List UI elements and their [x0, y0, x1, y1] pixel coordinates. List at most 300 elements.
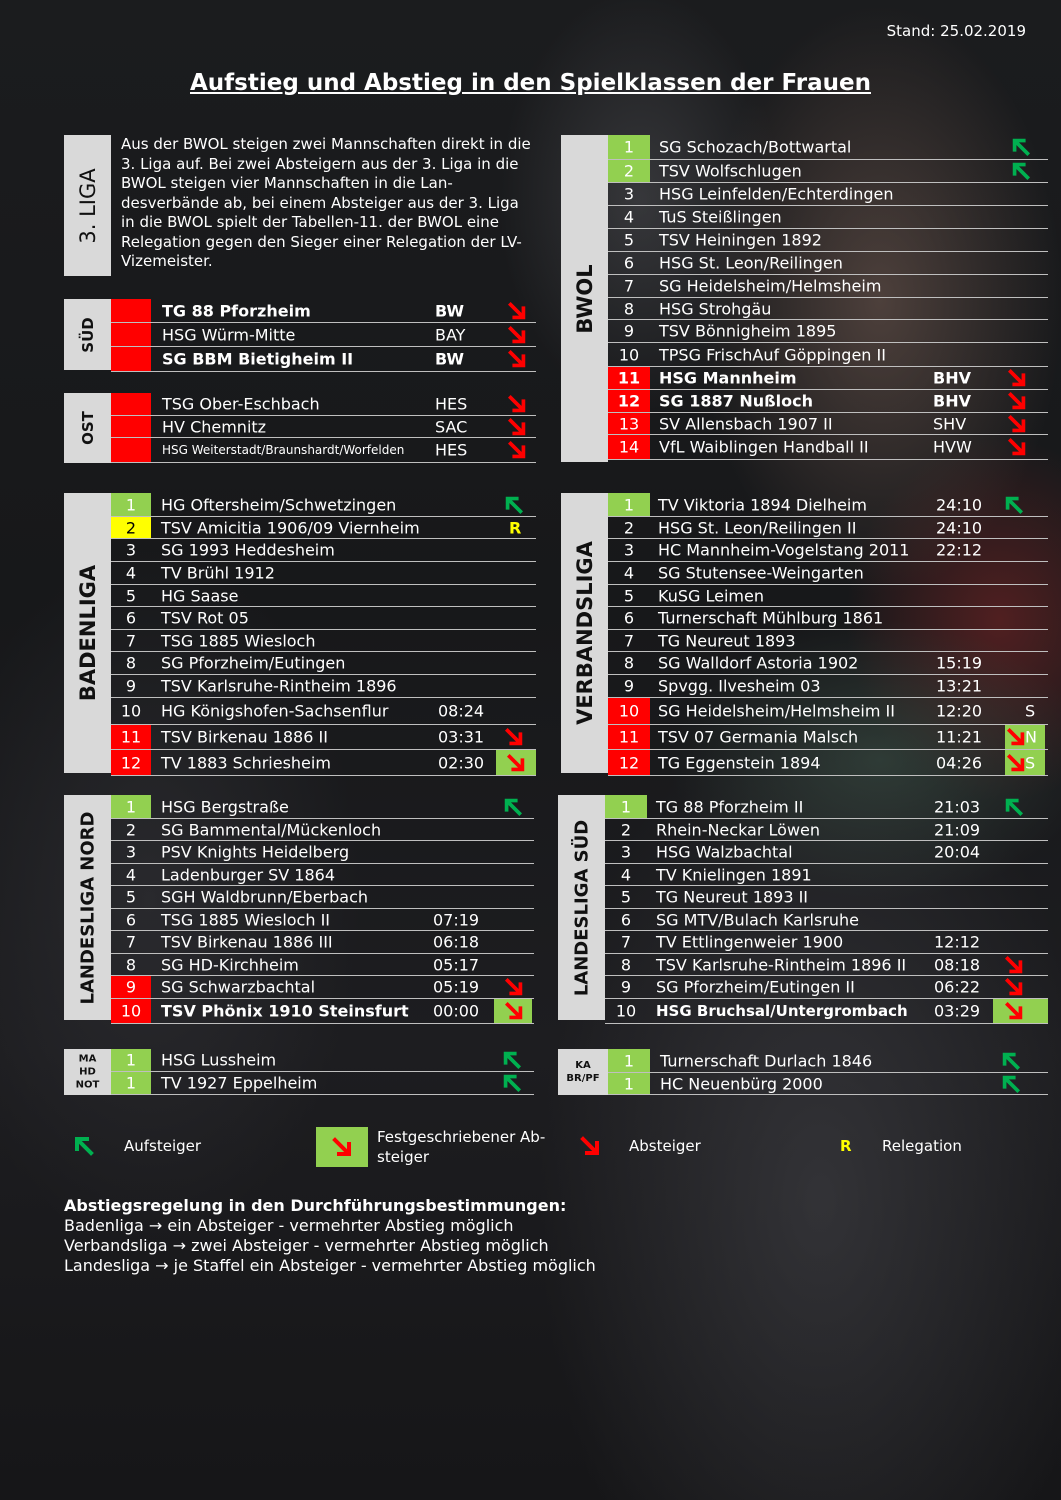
team-name: SG Stutensee-Weingarten: [658, 563, 864, 583]
score: 15:19: [936, 653, 983, 673]
ll-nord-label: [64, 795, 111, 1020]
kreis-nord-label-line: MA: [78, 1053, 97, 1065]
rank: 1: [125, 797, 137, 816]
team-name: SG 1993 Heddesheim: [161, 540, 335, 560]
rank-cell: [111, 323, 151, 346]
arrow-up-icon: [1003, 796, 1025, 818]
table-row: [608, 630, 1048, 652]
kreis-sued-table: [608, 1049, 1048, 1095]
bwol-table: [608, 135, 1048, 460]
kreis-nord-label: [64, 1049, 111, 1095]
team-name: Turnerschaft Durlach 1846: [660, 1051, 873, 1070]
rank: 7: [125, 932, 137, 952]
rank: 9: [620, 977, 632, 997]
rank: 1: [125, 495, 137, 514]
kreis-sued-label-line: BR/PF: [566, 1073, 600, 1084]
rank: 3: [623, 184, 635, 204]
badenliga-table: [111, 493, 536, 776]
table-row: [605, 976, 1048, 999]
rules-heading: Abstiegsregelung in den Durchführungsbestimmungen:: [64, 1196, 567, 1215]
team-name: TV Knielingen 1891: [656, 865, 812, 884]
bwol-label-text: BWOL: [572, 263, 597, 334]
arrow-down-icon: [1006, 436, 1028, 458]
table-row: [111, 539, 536, 562]
team-name: SG MTV/Bulach Karlsruhe: [656, 910, 860, 929]
arrow-down-icon: [503, 1000, 525, 1022]
rank: 10: [120, 1001, 142, 1021]
team-name: HG Oftersheim/Schwetzingen: [161, 495, 397, 514]
team-name: SG Schozach/Bottwartal: [659, 137, 852, 157]
rank: 7: [623, 276, 635, 296]
score: 11:21: [936, 727, 983, 747]
arrow-down-icon: [506, 393, 528, 415]
team-name: TSV Birkenau 1886 II: [161, 727, 328, 747]
table-row: [111, 562, 536, 585]
team-name: SG Heidelsheim/Helmsheim: [659, 276, 882, 296]
table-row: [605, 954, 1048, 976]
team-name: TG Neureut 1893: [658, 631, 796, 650]
rules-line: Badenliga → ein Absteiger - vermehrter Abstieg möglich: [64, 1216, 514, 1235]
table-row: [608, 252, 1048, 275]
rank: 6: [620, 910, 632, 929]
rank: 2: [620, 820, 632, 839]
rank-cell: [111, 416, 151, 437]
rank: 2: [125, 820, 137, 839]
team-name: HC Mannheim-Vogelstang 2011: [658, 540, 910, 560]
team-name: TSV Rot 05: [161, 608, 249, 628]
rank: 1: [620, 797, 632, 816]
arrow-down-icon: [503, 726, 525, 748]
rules: [64, 1196, 596, 1276]
rank: 9: [125, 977, 137, 997]
region: BHV: [933, 368, 971, 388]
team-name: TSG 1885 Wiesloch: [161, 631, 316, 650]
team-name: SG Schwarzbachtal: [161, 977, 316, 997]
arrow-down-icon: [506, 348, 528, 370]
rank: 9: [125, 676, 137, 696]
legend-up-icon: [72, 1134, 96, 1158]
table-row: [111, 954, 534, 976]
arrow-down-icon: [506, 300, 528, 322]
table-row: [608, 675, 1048, 698]
team-name: SV Allensbach 1907 II: [659, 414, 833, 433]
score: 21:03: [934, 797, 981, 816]
arrow-up-icon: [1000, 1073, 1022, 1095]
team-name: Turnerschaft Mühlburg 1861: [658, 608, 884, 628]
team-name: HSG Würm-Mitte: [162, 325, 296, 344]
region: HES: [435, 394, 468, 414]
legend-absteiger-label: Absteiger: [629, 1137, 701, 1155]
score: 22:12: [936, 540, 983, 560]
region: BHV: [933, 391, 971, 411]
rank: 10: [615, 1001, 637, 1021]
team-name: HG Königshofen-Sachsenflur: [161, 701, 389, 721]
legend-aufsteiger-label: Aufsteiger: [124, 1137, 202, 1155]
rank: 1: [623, 1074, 635, 1093]
region: BAY: [435, 325, 466, 344]
verbandsliga-label: [561, 493, 608, 773]
team-name: HC Neuenbürg 2000: [660, 1074, 823, 1093]
table-row: [111, 931, 534, 954]
score: 05:19: [433, 977, 480, 997]
arrow-up-icon: [1003, 494, 1025, 516]
rank: 2: [623, 518, 635, 537]
ost-table: [111, 393, 536, 463]
table-row: [111, 1049, 534, 1072]
arrow-up-icon: [1000, 1050, 1022, 1072]
rank-cell: [111, 347, 151, 371]
table-row: [608, 275, 1048, 298]
score: 07:19: [433, 910, 480, 929]
arrow-down-icon: [1003, 976, 1025, 998]
table-row: [608, 493, 1048, 517]
region: SHV: [933, 414, 967, 433]
rank: 14: [618, 437, 640, 457]
ost-label: [64, 393, 111, 463]
score: 24:10: [936, 518, 983, 537]
team-name: SG Heidelsheim/Helmsheim II: [658, 701, 895, 721]
team-name: TV Brühl 1912: [161, 563, 275, 583]
arrow-up-icon: [501, 1049, 523, 1071]
kreis-nord-label-text: [64, 1053, 111, 1092]
table-row: [608, 1049, 1048, 1073]
table-row: [608, 160, 1048, 183]
table-row: [608, 517, 1048, 539]
badenliga-label-text: BADENLIGA: [75, 564, 100, 702]
legend: [0, 1125, 1061, 1170]
score: 13:21: [936, 676, 983, 696]
table-row: [111, 725, 536, 750]
rank: 10: [120, 701, 142, 721]
rank: 5: [623, 586, 635, 605]
arrow-down-icon: [1005, 752, 1027, 774]
page-title: Aufstieg und Abstieg in den Spielklassen der Frauen: [190, 70, 871, 96]
rank: 7: [620, 932, 632, 952]
table-row: [608, 298, 1048, 320]
table-row: [111, 517, 536, 539]
rank: 9: [623, 321, 635, 341]
arrow-down-icon: [1005, 726, 1027, 748]
table-row: [608, 206, 1048, 229]
table-row: [605, 795, 1048, 819]
rules-line: Landesliga → je Staffel ein Absteiger - vermehrter Abstieg möglich: [64, 1256, 596, 1275]
table-row: [608, 320, 1048, 343]
rank: 8: [620, 955, 632, 974]
rank: 11: [120, 727, 142, 747]
arrow-down-icon: [1003, 1000, 1025, 1022]
table-row: [111, 750, 536, 776]
legend-fest-label: Festgeschriebener Absteiger: [377, 1128, 546, 1166]
table-row: [111, 323, 536, 347]
team-name: SG Pforzheim/Eutingen II: [656, 977, 855, 997]
score: 04:26: [936, 753, 983, 772]
rank: 3: [125, 540, 137, 560]
score: 00:00: [433, 1001, 480, 1021]
arrow-down-icon: [1006, 390, 1028, 412]
verbandsliga-label-text: VERBANDSLIGA: [572, 541, 597, 725]
rank: 6: [623, 253, 635, 273]
score: 24:10: [936, 495, 983, 514]
region: BW: [435, 301, 464, 320]
team-name: SGH Waldbrunn/Eberbach: [161, 887, 369, 907]
score: 06:22: [934, 977, 981, 997]
kreis-nord-label-line: HD: [79, 1066, 96, 1078]
rank: 8: [125, 955, 137, 974]
table-row: [605, 864, 1048, 886]
region: SAC: [435, 417, 468, 436]
team-name: TSV Heiningen 1892: [659, 230, 822, 250]
rank: 10: [618, 701, 640, 721]
table-row: [111, 493, 536, 517]
arrow-down-icon: [505, 752, 527, 774]
region-tag: S: [1025, 701, 1036, 721]
team-name: HSG Weiterstadt/Braunshardt/Worfelden: [162, 443, 405, 457]
table-row: [608, 435, 1048, 460]
sued-label-text: SÜD: [78, 316, 97, 353]
table-row: [111, 416, 536, 438]
score: 08:18: [934, 955, 981, 974]
table-row: [111, 630, 536, 652]
arrow-down-icon: [506, 439, 528, 461]
rank: 4: [620, 865, 632, 884]
rank: 3: [620, 842, 632, 862]
table-row: [111, 585, 536, 607]
arrow-down-icon: [1003, 954, 1025, 976]
team-name: TSV Karlsruhe-Rintheim 1896 II: [656, 955, 907, 974]
arrow-up-icon: [502, 796, 524, 818]
rank: 3: [623, 540, 635, 560]
table-row: [608, 725, 1048, 750]
score: 12:12: [934, 932, 981, 952]
relegation-icon: R: [509, 518, 522, 537]
team-name: HV Chemnitz: [162, 417, 267, 436]
rank: 4: [623, 563, 635, 583]
rank: 4: [623, 207, 635, 227]
team-name: TSG 1885 Wiesloch II: [161, 910, 331, 929]
kreis-sued-label-line: KA: [575, 1060, 591, 1071]
team-name: HSG Bruchsal/Untergrombach: [656, 1002, 908, 1020]
table-row: [608, 539, 1048, 562]
team-name: HSG St. Leon/Reilingen: [659, 253, 843, 273]
table-row: [111, 841, 534, 864]
table-row: [608, 652, 1048, 675]
team-name: Ladenburger SV 1864: [161, 865, 336, 884]
arrow-up-icon: [1010, 160, 1032, 182]
ll-sued-label-text: LANDESLIGA SÜD: [571, 819, 592, 996]
team-name: TV Viktoria 1894 Dielheim: [658, 495, 867, 514]
rank: 2: [125, 518, 137, 537]
table-row: [605, 931, 1048, 954]
team-name: TSV Wolfschlugen: [659, 161, 802, 181]
score: 06:18: [433, 932, 480, 952]
table-row: [608, 367, 1048, 390]
rank: 5: [623, 230, 635, 250]
liga3-label: 3. LIGA: [64, 135, 111, 276]
rank: 5: [125, 887, 137, 907]
rank: 12: [617, 391, 641, 411]
table-row: [111, 675, 536, 698]
rank: 13: [618, 414, 640, 433]
table-row: [111, 819, 534, 841]
rank-cell: [111, 299, 151, 322]
team-name: HSG Strohgäu: [659, 299, 772, 318]
table-row: [111, 393, 536, 416]
team-name: SG BBM Bietigheim II: [162, 349, 354, 369]
arrow-up-icon: [501, 1072, 523, 1094]
team-name: HSG Bergstraße: [161, 797, 289, 816]
team-name: TSV Phönix 1910 Steinsfurt: [161, 1001, 409, 1021]
team-name: TV 1883 Schriesheim: [161, 753, 331, 772]
rank: 11: [618, 727, 640, 747]
team-name: TSV Karlsruhe-Rintheim 1896: [161, 676, 397, 696]
rank: 1: [125, 1050, 137, 1070]
table-row: [111, 976, 534, 999]
team-name: TuS Steißlingen: [659, 207, 782, 227]
rank: 5: [620, 887, 632, 907]
team-name: SG HD-Kirchheim: [161, 955, 299, 974]
rank: 9: [623, 676, 635, 696]
table-row: [111, 607, 536, 630]
rank: 8: [125, 653, 137, 673]
table-row: [605, 841, 1048, 864]
table-row: [608, 390, 1048, 413]
team-name: HG Saase: [161, 586, 239, 605]
sued-table: [111, 299, 536, 372]
legend-down-icon: [578, 1134, 602, 1158]
table-row: [111, 347, 536, 372]
table-row: [608, 607, 1048, 630]
team-name: Rhein-Neckar Löwen: [656, 820, 821, 839]
rank: 6: [623, 608, 635, 628]
team-name: TV 1927 Eppelheim: [161, 1073, 318, 1093]
rank: 7: [125, 631, 137, 650]
team-name: TG Neureut 1893 II: [656, 887, 809, 907]
score: 20:04: [934, 842, 981, 862]
rank: 1: [125, 1073, 137, 1093]
team-name: SG Pforzheim/Eutingen: [161, 653, 346, 673]
rank-cell: [111, 438, 151, 462]
table-row: [608, 183, 1048, 206]
team-name: VfL Waiblingen Handball II: [659, 437, 869, 457]
rules-line: Verbandsliga → zwei Absteiger - vermehrter Abstieg möglich: [64, 1236, 549, 1255]
table-row: [608, 698, 1048, 725]
kreis-nord-label-line: NOT: [75, 1079, 100, 1091]
kreis-nord-table: [111, 1049, 534, 1095]
ll-sued-label: [558, 795, 605, 1020]
team-name: TPSG FrischAuf Göppingen II: [659, 345, 886, 364]
region-tag: S: [1025, 753, 1036, 772]
ll-sued-table: [605, 795, 1048, 1024]
team-name: TSV Birkenau 1886 III: [161, 932, 333, 952]
score: 05:17: [433, 955, 480, 974]
table-row: [111, 864, 534, 886]
table-row: [605, 909, 1048, 931]
table-row: [111, 795, 534, 819]
table-row: [111, 886, 534, 909]
team-name: TSV Bönnigheim 1895: [659, 321, 837, 341]
table-row: [608, 135, 1048, 160]
table-row: [111, 299, 536, 323]
team-name: TG 88 Pforzheim: [162, 301, 311, 320]
team-name: HSG Leinfelden/Echterdingen: [659, 184, 894, 204]
rank: 6: [125, 910, 137, 929]
kreis-sued-label: [558, 1049, 608, 1095]
region: HVW: [933, 437, 972, 457]
stand-date: Stand: 25.02.2019: [886, 22, 1026, 40]
kreis-sued-label-text: [558, 1059, 608, 1085]
legend-relegation-label: Relegation: [882, 1137, 962, 1155]
arrow-down-icon: [1006, 413, 1028, 435]
rank-cell: [111, 393, 151, 415]
team-name: TV Ettlingenweier 1900: [656, 932, 844, 952]
rank: 10: [618, 345, 640, 364]
table-row: [608, 229, 1048, 252]
region: HES: [435, 440, 468, 460]
relegation-icon: R: [840, 1137, 852, 1155]
rank: 1: [623, 495, 635, 514]
ost-label-text: OST: [78, 411, 97, 445]
ll-nord-table: [111, 795, 534, 1024]
region: BW: [435, 349, 464, 369]
rank: 12: [618, 753, 640, 772]
table-row: [111, 698, 536, 725]
rank: 1: [623, 1051, 635, 1070]
arrow-down-icon: [503, 976, 525, 998]
team-name: TSV Amicitia 1906/09 Viernheim: [161, 518, 420, 537]
region-tag: N: [1025, 727, 1037, 747]
table-row: [605, 999, 1048, 1024]
score: 08:24: [438, 701, 485, 721]
score: 12:20: [936, 701, 983, 721]
team-name: Spvgg. Ilvesheim 03: [658, 676, 821, 696]
table-row: [608, 585, 1048, 607]
table-row: [111, 438, 536, 463]
table-row: [605, 819, 1048, 841]
rank: 12: [120, 753, 142, 772]
rank: 11: [617, 368, 641, 388]
bwol-label: [561, 135, 608, 462]
arrow-down-icon: [1006, 367, 1028, 389]
team-name: TSG Ober-Eschbach: [162, 394, 320, 414]
team-name: HSG Mannheim: [659, 368, 797, 388]
arrow-down-icon: [506, 416, 528, 438]
score: 21:09: [934, 820, 981, 839]
rank: 6: [125, 608, 137, 628]
rank: 3: [125, 842, 137, 862]
table-row: [111, 909, 534, 931]
rank: 1: [623, 137, 635, 157]
team-name: HSG Lussheim: [161, 1050, 277, 1070]
score: 02:30: [438, 753, 485, 772]
team-name: TG 88 Pforzheim II: [656, 797, 804, 816]
team-name: SG Bammental/Mückenloch: [161, 820, 382, 839]
arrow-up-icon: [503, 494, 525, 516]
team-name: KuSG Leimen: [658, 586, 764, 605]
rank: 2: [623, 161, 635, 181]
score: 03:31: [438, 727, 485, 747]
table-row: [608, 562, 1048, 585]
table-row: [608, 413, 1048, 435]
rank: 4: [125, 865, 137, 884]
team-name: PSV Knights Heidelberg: [161, 842, 350, 862]
arrow-down-icon: [506, 324, 528, 346]
legend-fest-icon: [316, 1127, 368, 1167]
team-name: HSG St. Leon/Reilingen II: [658, 518, 857, 537]
rank: 4: [125, 563, 137, 583]
team-name: TSV 07 Germania Malsch: [658, 727, 859, 747]
table-row: [111, 652, 536, 675]
rank: 8: [623, 653, 635, 673]
